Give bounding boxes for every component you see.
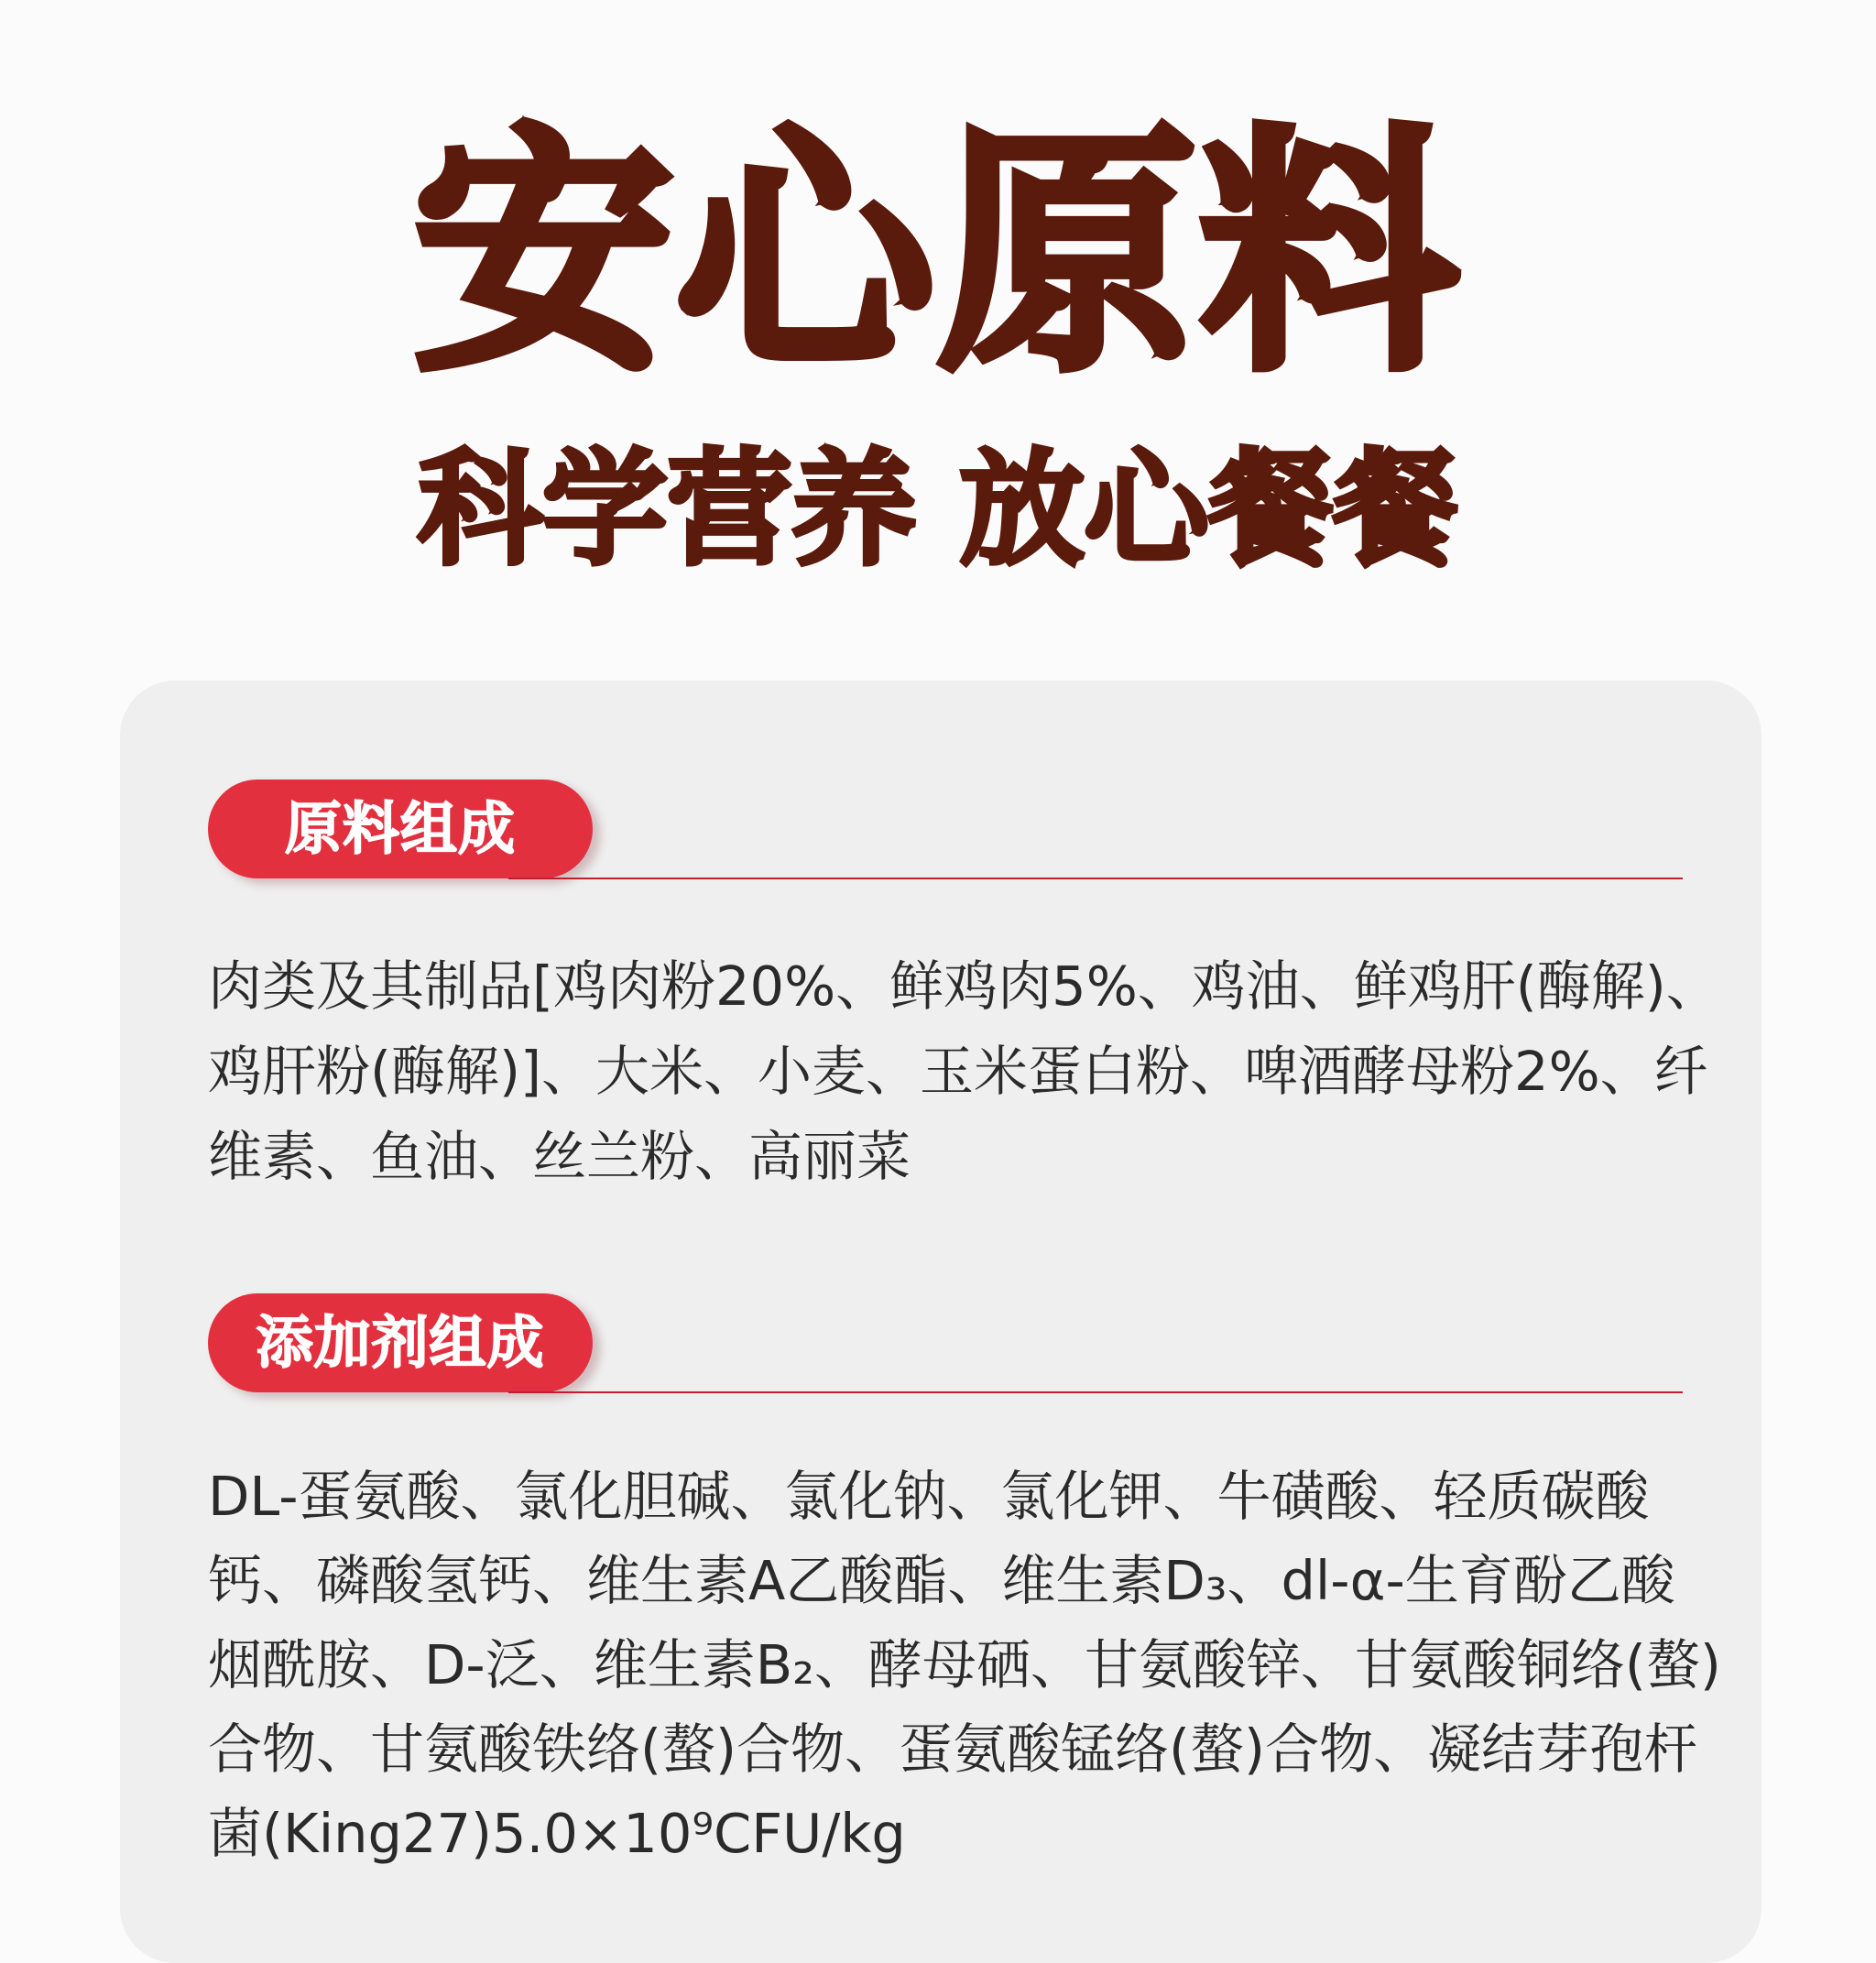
ingredients-line: 肉类及其制品[鸡肉粉20%、鲜鸡肉5%、鸡油、鲜鸡肝(酶解)、 xyxy=(208,954,1720,1018)
additives-line: 合物、甘氨酸铁络(螯)合物、蛋氨酸锰络(螯)合物、凝结芽孢杆 xyxy=(208,1718,1698,1781)
ingredients-text xyxy=(208,943,1719,1199)
hero-title: 安心原料 xyxy=(414,104,1462,405)
additives-line: 钙、磷酸氢钙、维生素A乙酸酯、维生素D₃、dl-α-生育酚乙酸 xyxy=(208,1549,1675,1612)
ingredients-line: 鸡肝粉(酶解)]、大米、小麦、玉米蛋白粉、啤酒酵母粉2%、纤 xyxy=(208,1040,1708,1103)
section-label-additives: 添加剂组成 xyxy=(208,1293,593,1392)
additives-line: DL-蛋氨酸、氯化胆碱、氯化钠、氯化钾、牛磺酸、轻质碳酸 xyxy=(208,1465,1650,1528)
additives-line: 菌(King27)5.0×10⁹CFU/kg xyxy=(208,1802,906,1865)
section-label-ingredients: 原料组成 xyxy=(208,780,593,878)
ingredients-line: 维素、鱼油、丝兰粉、高丽菜 xyxy=(208,1125,911,1188)
hero-subtitle: 科学营养 放心餐餐 xyxy=(418,438,1458,583)
section-divider-ingredients xyxy=(508,878,1683,879)
additives-text xyxy=(208,1455,1719,1876)
additives-line: 烟酰胺、D-泛、维生素B₂、酵母硒、甘氨酸锌、甘氨酸铜络(螯) xyxy=(208,1633,1721,1696)
section-divider-additives xyxy=(508,1391,1683,1393)
